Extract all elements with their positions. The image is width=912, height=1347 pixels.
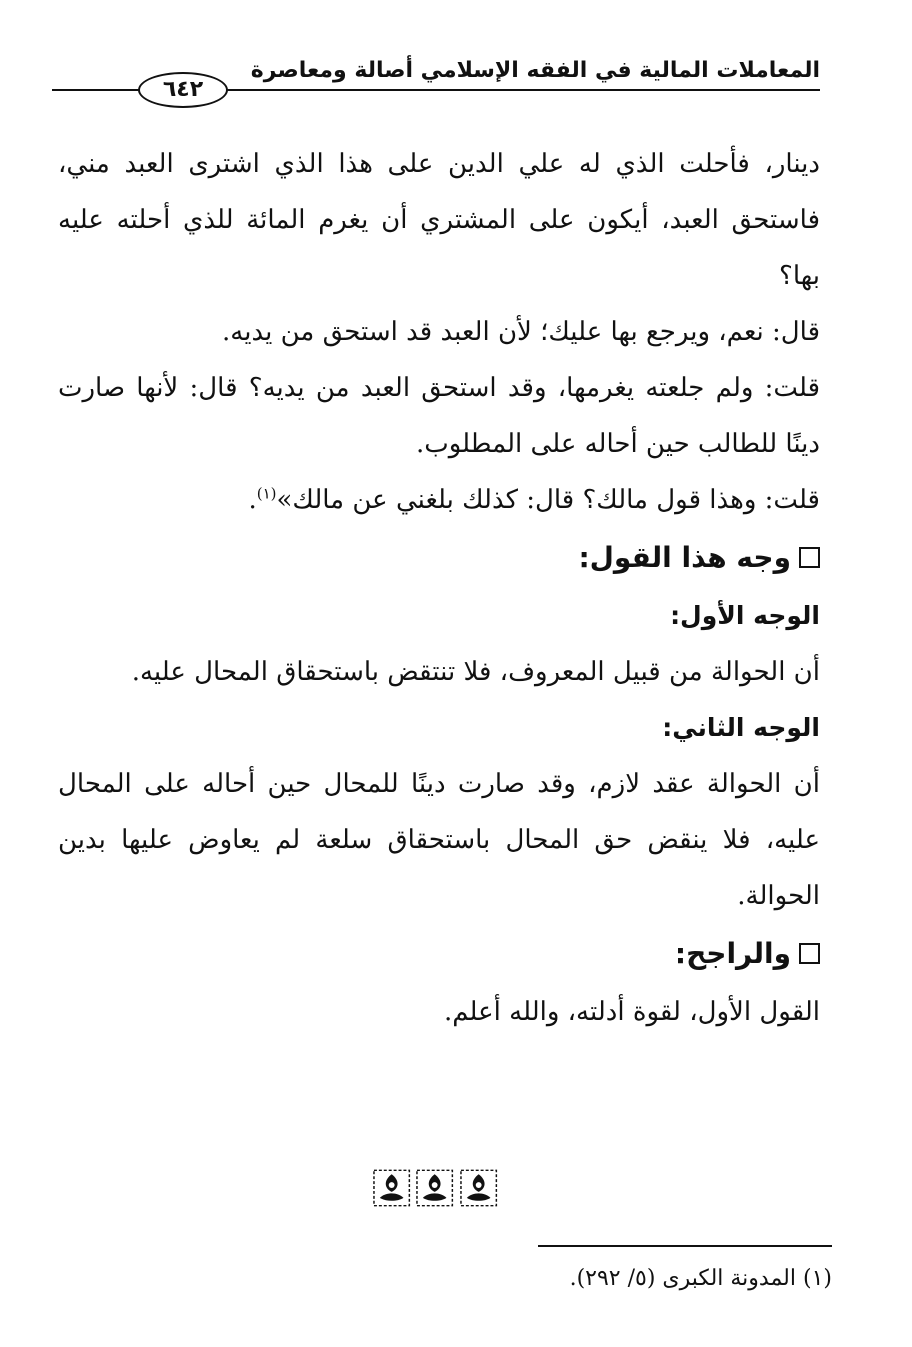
subheading-first-aspect: الوجه الأول: [670, 601, 820, 630]
section-heading-text: وجه هذا القول: [578, 541, 791, 574]
paragraph-6: أن الحوالة عقد لازم، وقد صارت دينًا للمحال حين أحاله على المحال عليه، فلا ينقض حق المحال باستحقاق سلعة لم يعاوض عليها بدين الحوالة. [58, 769, 820, 911]
square-bullet-icon [799, 943, 820, 964]
paragraph-4-end: . [248, 485, 257, 515]
footnote: (١) المدونة الكبرى (٥/ ٢٩٢). [569, 1266, 832, 1291]
subheading-second-aspect: الوجه الثاني: [662, 713, 820, 742]
footnote-reference: (١) [256, 484, 277, 503]
page-header [52, 52, 820, 108]
section-heading-preferred [58, 926, 820, 982]
footnote-separator [538, 1245, 832, 1247]
floral-ornament-icon [415, 1168, 454, 1208]
page-number: ٦٤٢ [138, 72, 228, 108]
paragraph-4-text: قلت: وهذا قول مالك؟ قال: كذلك بلغني عن مالك» [276, 485, 820, 515]
floral-ornament-icon [372, 1168, 411, 1208]
paragraph-1: دينار، فأحلت الذي له علي الدين على هذا الذي اشترى العبد مني، فاستحق العبد، أيكون على المشتري أن يغرم المائة للذي أحلته عليه بها؟ [58, 149, 820, 291]
paragraph-4 [58, 472, 820, 528]
paragraph-5: أن الحوالة من قبيل المعروف، فلا تنتقض باستحقاق المحال عليه. [131, 657, 820, 687]
square-bullet-icon [799, 547, 820, 568]
section-end-ornament [372, 1168, 498, 1210]
section-heading-text: والراجح: [674, 937, 791, 970]
paragraph-2: قال: نعم، ويرجع بها عليك؛ لأن العبد قد استحق من يديه. [222, 317, 820, 347]
section-heading-argument [58, 530, 820, 586]
floral-ornament-icon [459, 1168, 498, 1208]
paragraph-3: قلت: ولم جلعته يغرمها، وقد استحق العبد من يديه؟ قال: لأنها صارت دينًا للطالب حين أحاله على المطلوب. [58, 373, 820, 459]
paragraph-7: القول الأول، لقوة أدلته، والله أعلم. [443, 997, 820, 1027]
running-title: المعاملات المالية في الفقه الإسلامي أصالة ومعاصرة [250, 58, 820, 83]
main-text [58, 136, 820, 1040]
